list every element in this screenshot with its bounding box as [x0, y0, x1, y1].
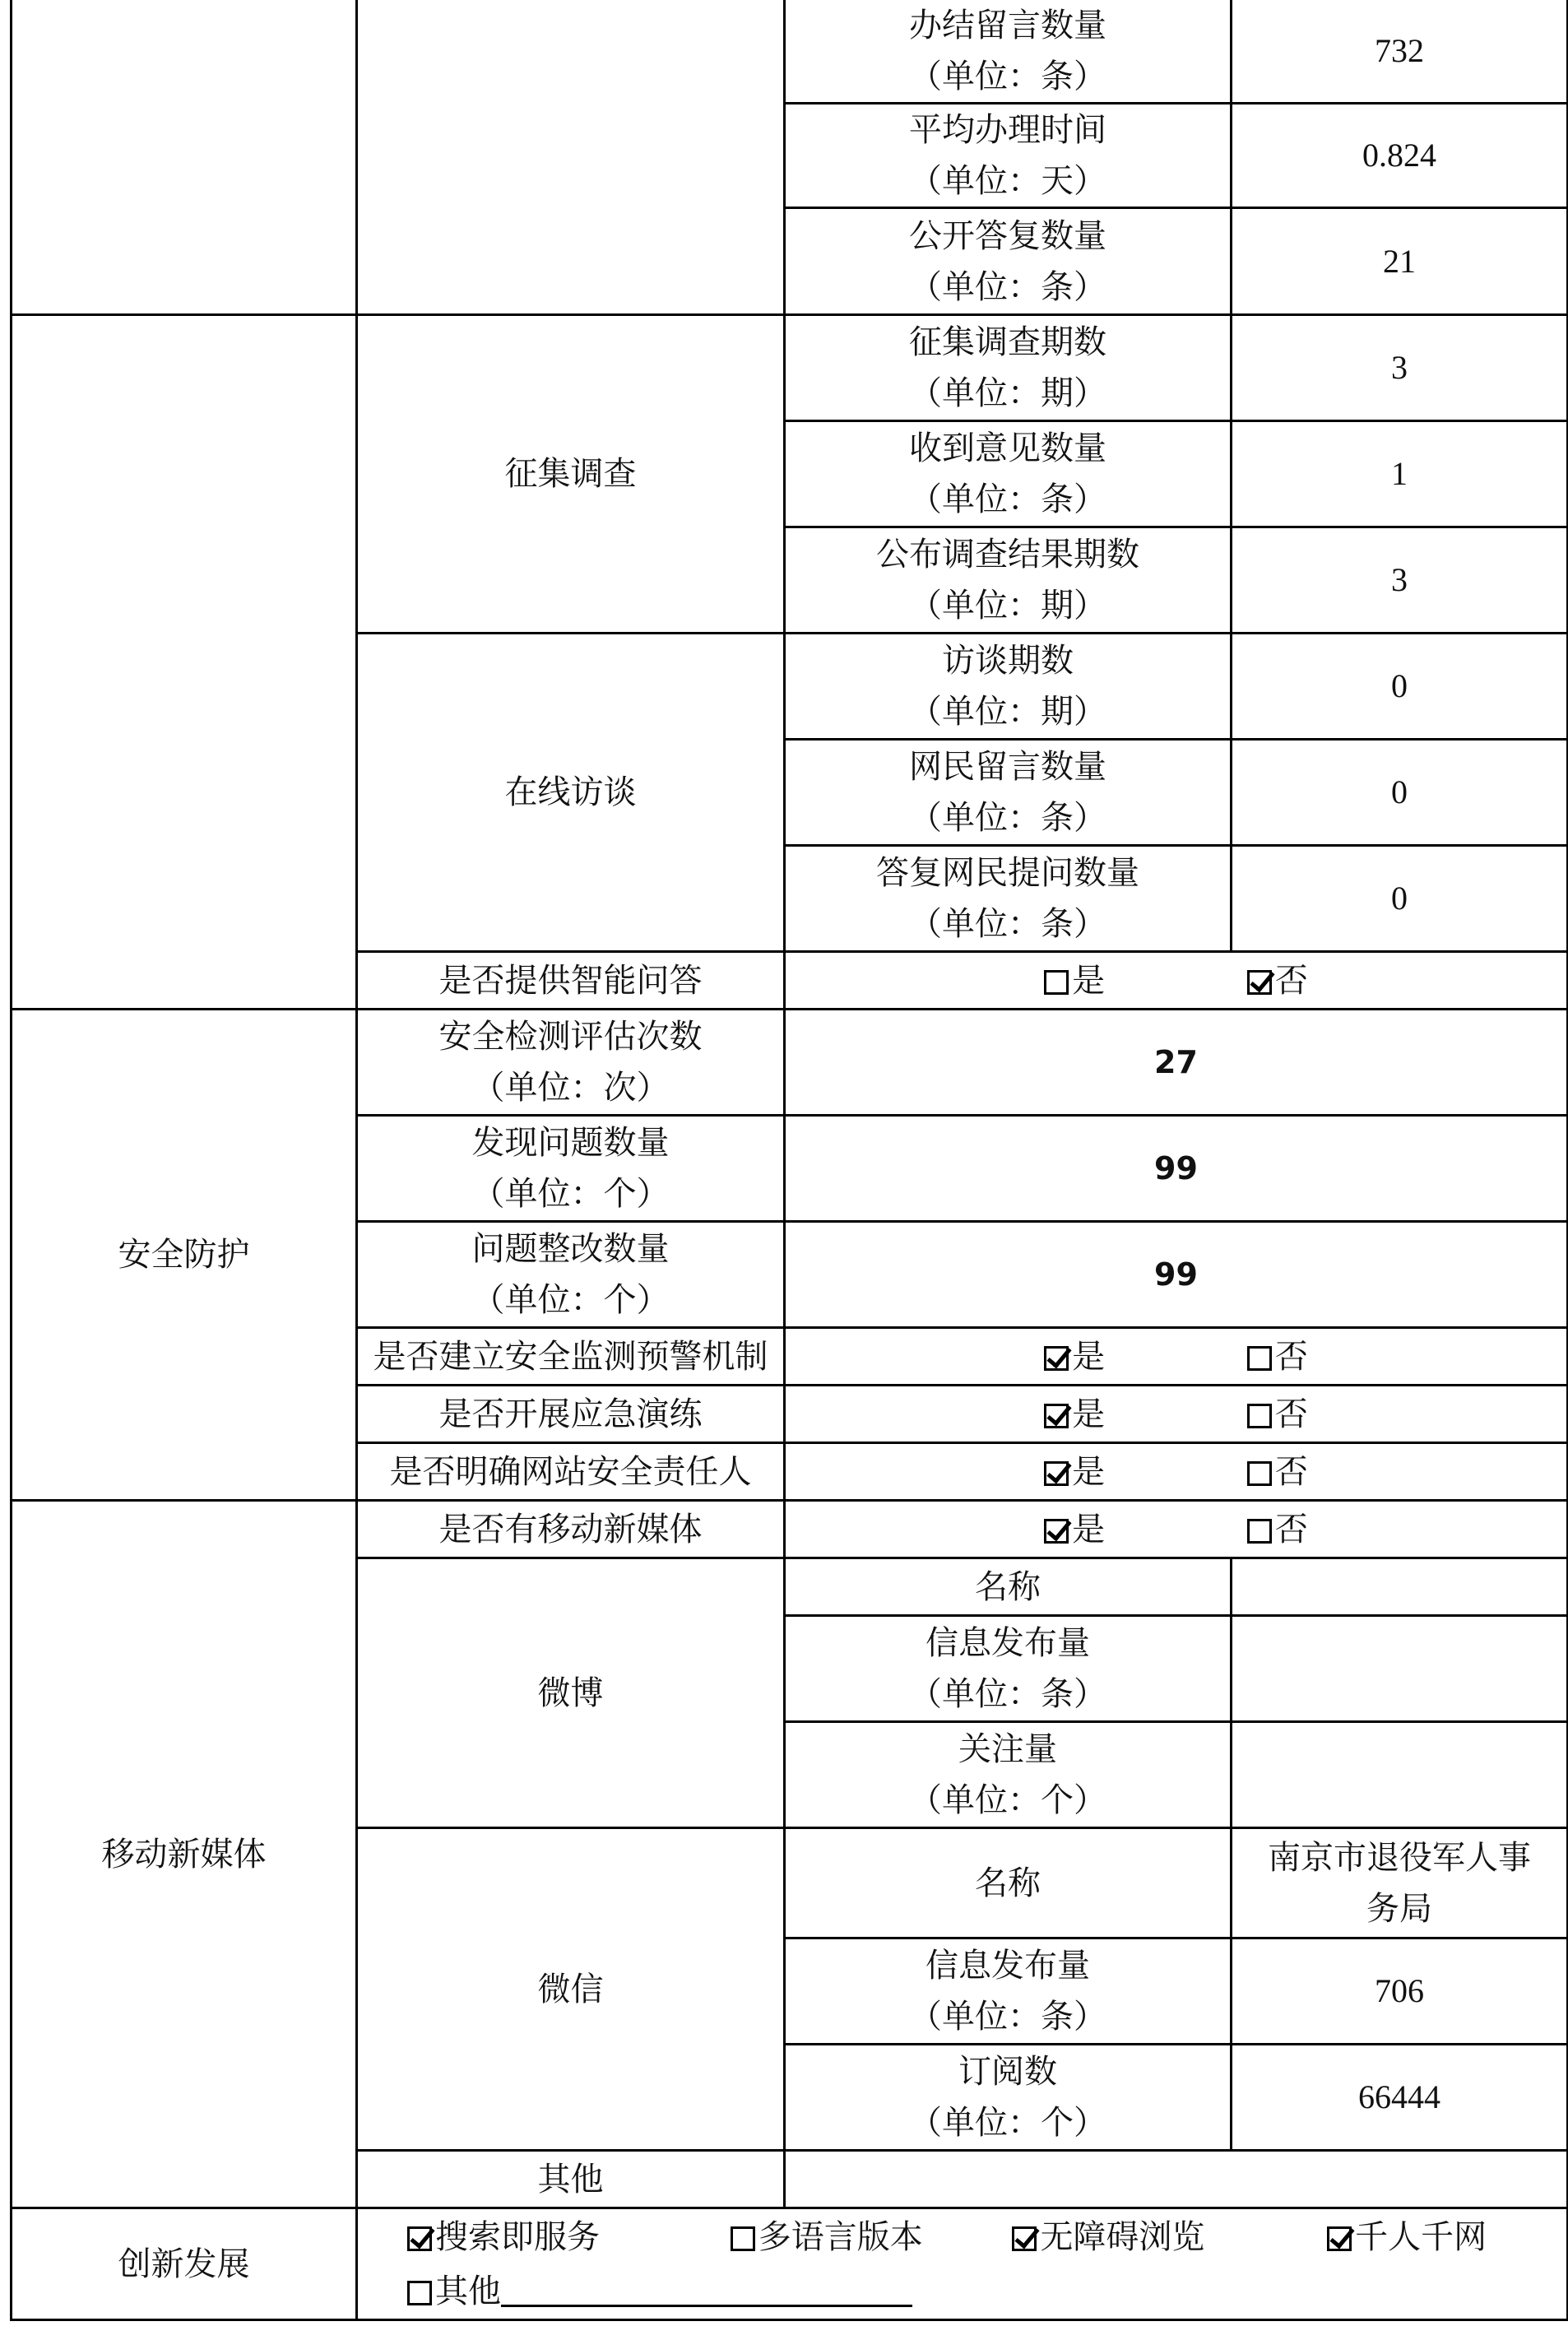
metric-label: 访谈期数 （单位：期）: [785, 634, 1232, 740]
metric-label: 名称: [785, 1828, 1232, 1938]
section-label-security: 安全防护: [12, 1010, 357, 1501]
metric-value: 0: [1232, 846, 1568, 952]
metric-label: 信息发布量 （单位：条）: [785, 1616, 1232, 1722]
checkbox-checked-icon[interactable]: [1012, 2226, 1037, 2251]
smart-qa-label: 是否提供智能问答: [357, 952, 785, 1010]
owner-label: 是否明确网站安全责任人: [357, 1443, 785, 1501]
checkbox-unchecked-icon[interactable]: [1247, 1461, 1272, 1486]
metric-label: 关注量 （单位：个）: [785, 1722, 1232, 1828]
checkbox-checked-icon[interactable]: [1327, 2226, 1352, 2251]
section-cell-interaction: [12, 315, 357, 1010]
metric-value: 732: [1232, 0, 1568, 104]
metric-label: 安全检测评估次数 （单位：次）: [357, 1010, 785, 1116]
metric-value: 3: [1232, 527, 1568, 634]
warning-label: 是否建立安全监测预警机制: [357, 1328, 785, 1386]
checkbox-checked-icon[interactable]: [407, 2226, 432, 2251]
other-media-value: [785, 2151, 1568, 2208]
owner-choice: 是 否: [785, 1443, 1568, 1501]
checkbox-checked-icon[interactable]: [1044, 1461, 1069, 1486]
metric-value: 3: [1232, 315, 1568, 421]
group-label-interview: 在线访谈: [357, 634, 785, 952]
metric-value: 66444: [1232, 2045, 1568, 2151]
metric-value: [1232, 1722, 1568, 1828]
checkbox-unchecked-icon[interactable]: [1044, 970, 1069, 995]
metric-label: 名称: [785, 1558, 1232, 1616]
metric-label: 发现问题数量 （单位：个）: [357, 1116, 785, 1222]
group-label-survey: 征集调查: [357, 315, 785, 634]
innovation-options: 搜索即服务 多语言版本 无障碍浏览 千人千网 其他: [357, 2208, 1568, 2320]
metric-label: 网民留言数量 （单位：条）: [785, 740, 1232, 846]
checkbox-checked-icon[interactable]: [1044, 1404, 1069, 1428]
drill-choice: 是 否: [785, 1386, 1568, 1443]
metric-label: 公开答复数量 （单位：条）: [785, 208, 1232, 315]
checkbox-unchecked-icon[interactable]: [1247, 1346, 1272, 1371]
metric-value: 1: [1232, 421, 1568, 527]
group-cell-continued: [357, 0, 785, 315]
report-table: [10, 0, 1568, 2321]
metric-label: 征集调查期数 （单位：期）: [785, 315, 1232, 421]
metric-value: 99: [785, 1116, 1568, 1222]
metric-label: 问题整改数量 （单位：个）: [357, 1222, 785, 1328]
mobile-has-choice: 是 否: [785, 1501, 1568, 1558]
other-media-label: 其他: [357, 2151, 785, 2208]
group-label-wechat: 微信: [357, 1828, 785, 2151]
checkbox-checked-icon[interactable]: [1044, 1519, 1069, 1544]
metric-value: 0: [1232, 634, 1568, 740]
metric-value: [1232, 1616, 1568, 1722]
checkbox-checked-icon[interactable]: [1247, 970, 1272, 995]
section-label-innovation: 创新发展: [12, 2208, 357, 2320]
metric-label: 平均办理时间 （单位：天）: [785, 104, 1232, 208]
metric-label: 信息发布量 （单位：条）: [785, 1938, 1232, 2045]
section-label-mobile: 移动新媒体: [12, 1501, 357, 2208]
metric-label: 公布调查结果期数 （单位：期）: [785, 527, 1232, 634]
metric-label: 办结留言数量 （单位：条）: [785, 0, 1232, 104]
warning-choice: 是 否: [785, 1328, 1568, 1386]
mobile-has-label: 是否有移动新媒体: [357, 1501, 785, 1558]
section-cell-continued: [12, 0, 357, 315]
metric-value: 0.824: [1232, 104, 1568, 208]
metric-value: 0: [1232, 740, 1568, 846]
drill-label: 是否开展应急演练: [357, 1386, 785, 1443]
metric-value: 21: [1232, 208, 1568, 315]
metric-label: 收到意见数量 （单位：条）: [785, 421, 1232, 527]
metric-label: 订阅数 （单位：个）: [785, 2045, 1232, 2151]
checkbox-unchecked-icon[interactable]: [731, 2226, 755, 2251]
checkbox-unchecked-icon[interactable]: [1247, 1519, 1272, 1544]
group-label-weibo: 微博: [357, 1558, 785, 1828]
checkbox-unchecked-icon[interactable]: [407, 2281, 432, 2305]
other-fill-line[interactable]: [501, 2272, 912, 2307]
metric-value: 27: [785, 1010, 1568, 1116]
metric-value: 南京市退役军人事 务局: [1232, 1828, 1568, 1938]
metric-label: 答复网民提问数量 （单位：条）: [785, 846, 1232, 952]
metric-value: 706: [1232, 1938, 1568, 2045]
metric-value: 99: [785, 1222, 1568, 1328]
metric-value: [1232, 1558, 1568, 1616]
checkbox-unchecked-icon[interactable]: [1247, 1404, 1272, 1428]
checkbox-checked-icon[interactable]: [1044, 1346, 1069, 1371]
smart-qa-choice: 是 否: [785, 952, 1568, 1010]
